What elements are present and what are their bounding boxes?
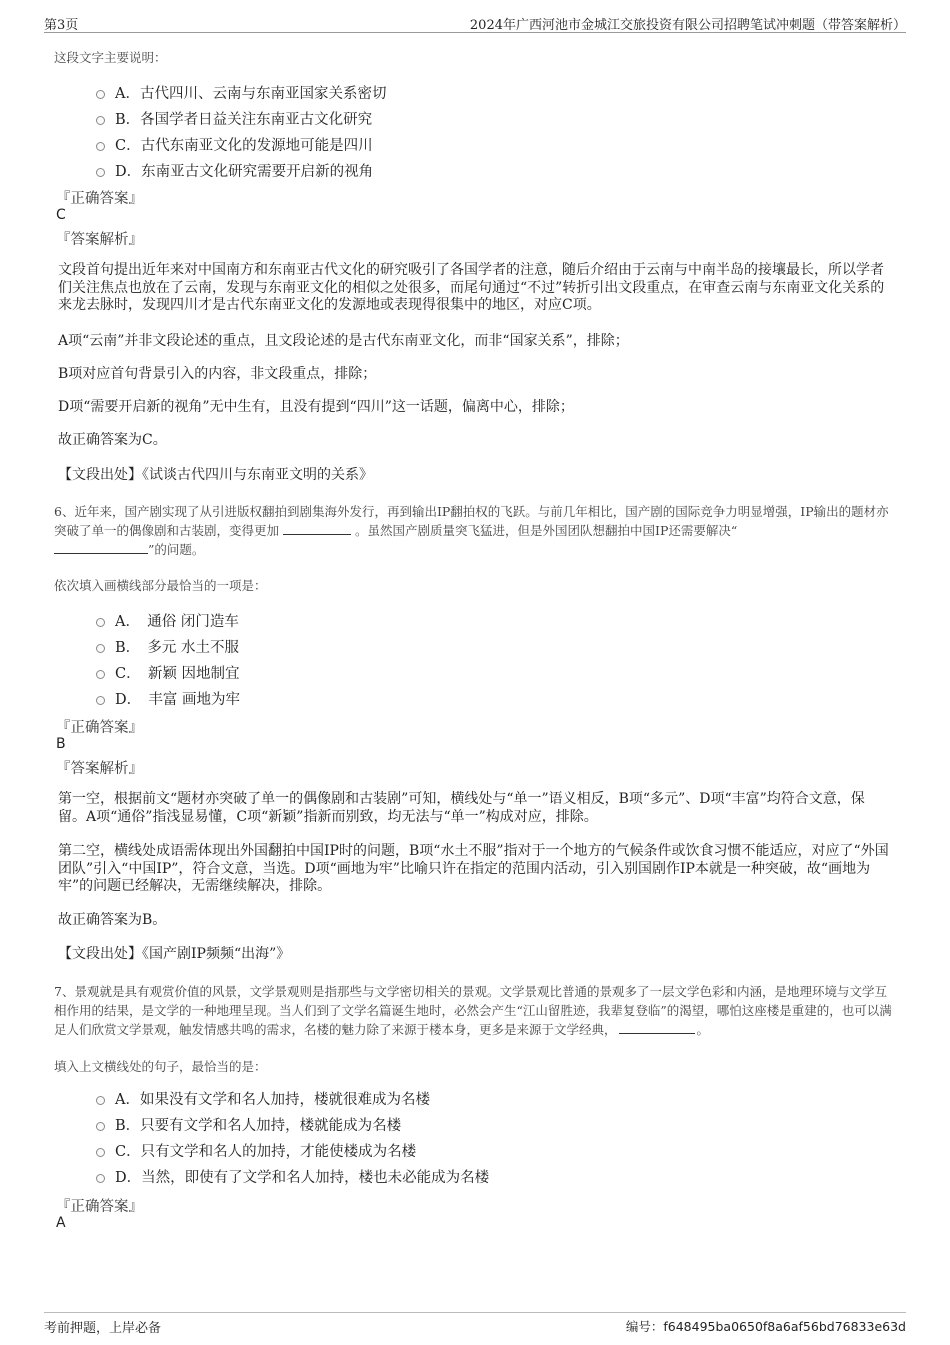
- analysis-paragraph: 第二空，横线处成语需体现出外国翻拍中国IP时的问题，B项“水土不服”指对于一个地方的气候条件或饮食习惯不能适应，对应了“外国团队”引入“中国IP”，符合文意，当选。D项“画地为牢”比喻只许在指定的范围内活动，引入别国剧作IP本就是一种突破，故“画地为牢”的问题已经解决，无需继续解决，排除。: [58, 843, 889, 894]
- footer-slogan: 考前押题，上岸必备: [44, 1321, 162, 1336]
- document-code: 编号：f648495ba0650f8a6af56bd76833e63d: [625, 1319, 906, 1334]
- radio-icon[interactable]: [96, 168, 105, 177]
- option-a[interactable]: A． 通俗 闭门造车: [96, 607, 240, 633]
- radio-icon[interactable]: [96, 1096, 105, 1105]
- correct-answer: A: [56, 1215, 66, 1231]
- analysis-paragraph: 第一空，根据前文“题材亦突破了单一的偶像剧和古装剧”可知，横线处与“单一”语义相反，B项“多元”、D项“丰富”均符合文意，保留。A项“通俗”指浅显易懂，C项“新颖”指新而别致，均无法与“单一”构成对应，排除。: [58, 791, 865, 825]
- radio-icon[interactable]: [96, 644, 105, 653]
- correct-answer: B: [56, 736, 66, 752]
- option-a[interactable]: A．如果没有文学和名人加持，楼就很难成为名楼: [96, 1085, 489, 1111]
- option-c[interactable]: C． 新颖 因地制宜: [96, 659, 240, 685]
- radio-icon[interactable]: [96, 696, 105, 705]
- analysis-paragraph: B项对应首句背景引入的内容，非文段重点，排除；: [58, 366, 377, 382]
- analysis-paragraph: D项“需要开启新的视角”无中生有，且没有提到“四川”这一话题，偏离中心，排除；: [58, 399, 574, 415]
- page-footer: [44, 1312, 906, 1337]
- q7-stem: 7、景观就是具有观赏价值的风景，文学景观则是指那些与文学密切相关的景观。文学景观比普通的景观多了一层文学色彩和内涵，是地理环境与文学互相作用的结果，是文学的一种地理呈现。当人们到了文学名篇诞生地时，必然会产生“江山留胜迹，我辈复登临”的渴望，哪怕这座楼是重建的，也可以满足人们欣赏文学景观，触发情感共鸣的需求，名楼的魅力除了来源于楼本身，更多是来源于文学经典， 。: [54, 984, 892, 1037]
- document-title: 2024年广西河池市金城江交旅投资有限公司招聘笔试冲刺题（带答案解析）: [469, 18, 906, 33]
- page-header: [44, 12, 906, 33]
- radio-icon[interactable]: [96, 1122, 105, 1131]
- radio-icon[interactable]: [96, 90, 105, 99]
- option-b[interactable]: B．各国学者日益关注东南亚古文化研究: [96, 105, 386, 131]
- option-a[interactable]: A．古代四川、云南与东南亚国家关系密切: [96, 79, 386, 105]
- radio-icon[interactable]: [96, 1174, 105, 1183]
- page-number: 第3页: [44, 18, 79, 33]
- blank-line: [283, 522, 351, 535]
- radio-icon[interactable]: [96, 116, 105, 125]
- analysis-label: 『答案解析』: [56, 232, 143, 248]
- radio-icon[interactable]: [96, 142, 105, 151]
- blank-line: [619, 1021, 695, 1034]
- option-b[interactable]: B． 多元 水土不服: [96, 633, 240, 659]
- analysis-paragraph: 文段首句提出近年来对中国南方和东南亚古代文化的研究吸引了各国学者的注意，随后介绍由于云南与中南半岛的接壤最长，所以学者们关注焦点也放在了云南，发现与东南亚文化的相似之处很多，而尾句通过“不过”转折引出文段重点，在审查云南与东南亚文化关系的来龙去脉时，发现四川才是古代东南亚文化的发源地或表现得很集中的地区，对应C项。: [58, 262, 885, 313]
- option-d[interactable]: D．东南亚古文化研究需要开启新的视角: [96, 157, 386, 183]
- radio-icon[interactable]: [96, 670, 105, 679]
- option-b[interactable]: B．只要有文学和名人加持，楼就能成为名楼: [96, 1111, 489, 1137]
- q5-options: [96, 79, 386, 183]
- q7-options: [96, 1085, 489, 1189]
- answer-label: 『正确答案』: [56, 191, 143, 207]
- q6-prompt: 依次填入画横线部分最恰当的一项是：: [54, 578, 267, 593]
- q6-stem: 6、近年来，国产剧实现了从引进版权翻拍到剧集海外发行，再到输出IP翻拍权的飞跃。与前几年相比，国产剧的国际竞争力明显增强，IP输出的题材亦突破了单一的偶像剧和古装剧，变得更加 。虽然国产剧质量突飞猛进，但是外国团队想翻拍中国IP还需要解决“ ”的问题。: [54, 504, 889, 557]
- option-c[interactable]: C．古代东南亚文化的发源地可能是四川: [96, 131, 386, 157]
- analysis-conclusion: 故正确答案为C。: [58, 432, 167, 448]
- answer-label: 『正确答案』: [56, 1199, 143, 1215]
- option-c[interactable]: C．只有文学和名人的加持，才能使楼成为名楼: [96, 1137, 489, 1163]
- blank-line: [54, 541, 148, 554]
- q6-options: [96, 607, 240, 711]
- radio-icon[interactable]: [96, 1148, 105, 1157]
- source-citation: 【文段出处】《试谈古代四川与东南亚文明的关系》: [58, 467, 373, 483]
- analysis-conclusion: 故正确答案为B。: [58, 912, 167, 928]
- source-citation: 【文段出处】《国产剧IP频频“出海”》: [58, 946, 291, 962]
- analysis-paragraph: A项“云南”并非文段论述的重点，且文段论述的是古代东南亚文化，而非“国家关系”，排除；: [58, 333, 629, 349]
- analysis-label: 『答案解析』: [56, 761, 143, 777]
- q7-prompt: 填入上文横线处的句子，最恰当的是：: [54, 1059, 267, 1074]
- option-d[interactable]: D． 丰富 画地为牢: [96, 685, 240, 711]
- radio-icon[interactable]: [96, 618, 105, 627]
- correct-answer: C: [56, 207, 66, 223]
- answer-label: 『正确答案』: [56, 720, 143, 736]
- q5-prompt: 这段文字主要说明：: [54, 50, 167, 65]
- option-d[interactable]: D．当然，即使有了文学和名人加持，楼也未必能成为名楼: [96, 1163, 489, 1189]
